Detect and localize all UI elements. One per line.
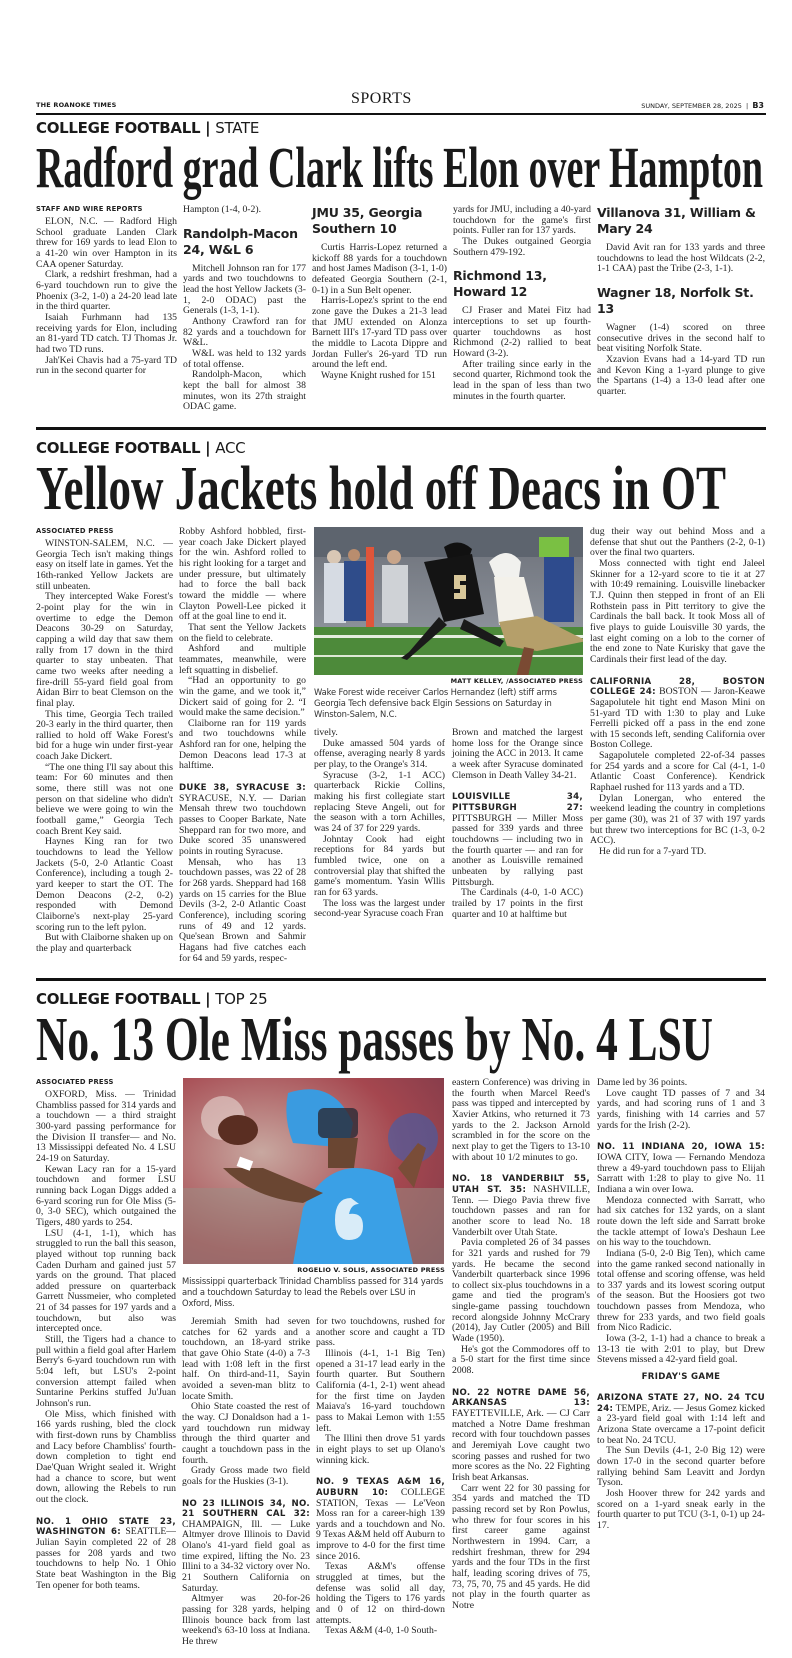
article-column (312, 205, 447, 382)
headline-text: No. 13 Ole Miss passes by No. 4 LSU (36, 1006, 713, 1074)
paragraph: Moss connected with tight end Jaleel Skinner for a 12-yard score to tie it at 27 with 10:49 remaining. Louisville linebacker T.J. Quinn then stepped in front of an Eli Rothstein pass in Pitt territory to give the Cardinals the ball back. It took Moss all of five plays to guide Louisville 30 yards, the last eight coming on a lob to the corner of the end zone to Nate Kurisky that gave the Cardinals their first lead of the day. (590, 557, 765, 665)
paragraph-continued: dug their way out behind Moss and a defense that shut out the Panthers (2-2, 0-1) over the final two quarters. (590, 526, 765, 559)
kicker-category: TOP 25 (215, 990, 268, 1008)
subheading: Wagner 18, Norfolk St. 13 (597, 284, 754, 316)
game-summary-paragraph (452, 792, 583, 888)
game-summary-paragraph (452, 1388, 590, 1484)
game-result-heading: NO. 1 OHIO STATE 23, WASHINGTON 6: (36, 1516, 176, 1538)
paragraph-text: PITTSBURGH — Miller Moss passed for 339 yards and three touchdowns — including two in the fourth quarter — and ran for another as Louisville remained unbeaten by rallying past Pittsburgh. (452, 812, 583, 888)
article-column (590, 527, 765, 858)
paragraph: Wagner (1-4) scored on three consecutive drives in the second half to beat visiting Norfolk State. (597, 321, 765, 355)
headline (36, 137, 763, 199)
byline: STAFF AND WIRE REPORTS (36, 205, 143, 213)
article-column (597, 205, 765, 398)
paragraph: Haynes King ran for two touchdowns to lead the Yellow Jackets (5-0, 2-0 Atlantic Coast Conference), including a tough 2-yard keeper to start the OT. The Demon Deacons (2-2, 0-2) responded with Demond Claiborne's next-play 25-yard scoring run to the left pylon. (36, 836, 173, 933)
article-body (0, 1078, 792, 1652)
paragraph: Josh Hoover threw for 242 yards and scored on a 1-yard sneak early in the fourth quarter to put TCU (3-1, 0-1) up 24-17. (597, 1487, 765, 1531)
section-name: SPORTS (351, 90, 412, 107)
paragraph: ELON, N.C. — Radford High School graduate Landen Clark threw for 169 yards to lead Elon to a 41-20 win over Hampton in its CAA opener Saturday. (36, 216, 177, 270)
paragraph-continued: eastern Conference) was driving in the fourth when Marcel Reed's pass was tipped and intercepted by Xavier Atkins, who returned it 73 yards to the 2. Jackson Arnold scrambled in for the score on the next play to get the Tigers to 13-10 with about 10 1/2 minutes to go. (452, 1077, 590, 1163)
subheading: Villanova 31, William & Mary 24 (597, 205, 756, 236)
game-summary-paragraph (316, 1477, 445, 1562)
paragraph: Duke amassed 504 yards of offense, averaging nearly 8 yards per play, to the Orange's 314. (314, 737, 445, 770)
paragraph: Syracuse (3-2, 1-1 ACC) quarterback Rickie Collins, making his first collegiate start replacing Steve Angeli, out for the season with a torn Achilles, was 24 of 37 for 229 yards. (314, 769, 445, 834)
kicker: COLLEGE FOOTBALL | TOP 25 (36, 990, 268, 1008)
paragraph-text: IOWA CITY, Iowa — Fernando Mendoza threw a 49-yard touchdown pass to Elijah Sarratt with 1:28 to play to give No. 11 Indiana a win over Iowa. (597, 1151, 765, 1195)
paragraph: Jeremiah Smith had seven catches for 62 yards and a touchdown, an 18-yard strike that gave Ohio State (4-0) a 7-3 lead with 1:08 left in the first half. On third-and-11, Sayin avoided a seven-man blitz to locate Smith. (182, 1316, 310, 1402)
paragraph: “Had an opportunity to go win the game, and we took it,” Dickert said of going for 2. “I would make the same decision.” (179, 675, 306, 719)
paragraph: Mendoza connected with Sarratt, who had six catches for 132 yards, on a slant route down the left side and Sarratt broke the tackle attempt of Iowa's Deshaun Lee on his way to the touchdown. (597, 1194, 765, 1249)
paragraph: They intercepted Wake Forest's 2-point play for the win in overtime to edge the Demon Deacons 30-29 on Saturday, capping a wild day that saw them rally from 17 down in the third quarter to stay unbeaten. That came two weeks after needing a fire-drill 55-yard field goal from Aidan Birr to beat Clemson on the final play. (36, 591, 173, 709)
game-result-heading: CALIFORNIA 28, BOSTON COLLEGE 24: (590, 676, 765, 698)
game-result-heading: NO. 9 TEXAS A&M 16, AUBURN 10: (316, 1477, 445, 1498)
game-summary-paragraph (452, 1174, 590, 1238)
article-column (597, 1078, 765, 1532)
game-result-heading: NO 23 ILLINOIS 34, NO. 21 SOUTHERN CAL 32: (182, 1498, 310, 1520)
game-summary-paragraph (36, 1517, 176, 1592)
paragraph-text: BOSTON — Jaron-Keawe Sagapolutele hit tight end Mason Mini on 51-yard TD with 1:30 to play and Luke Ferrelli picked off a pass in the end zone with 15 seconds left, sending California over Boston College. (590, 686, 765, 751)
article-column (453, 205, 591, 402)
paragraph: Indiana (5-0, 2-0 Big Ten), which came into the game ranked second nationally in total offense and scoring offense, was held to 337 yards and its lowest scoring output of the season. But the Hoosiers got two touchdown passes from Mendoza, who threw for 233 yards, and two field goals from Nico Radicic. (597, 1247, 765, 1334)
paragraph: Illinois (4-1, 1-1 Big Ten) opened a 31-17 lead early in the fourth quarter. But Southern California (4-1, 2-1) went ahead for the first time on Jayden Maiava's 16-yard touchdown pass to Makai Lemon with 1:55 left. (316, 1347, 445, 1434)
paragraph: Pavia completed 26 of 34 passes for 321 yards and rushed for 79 yards. He became the second Vanderbilt quarterback since 1996 to collect six-plus touchdowns in a game and tied the program's single-game passing touchdown record alongside Johnny McCrary (2014), Jay Cutler (2005) and Bill Wade (1950). (452, 1237, 590, 1345)
photo-caption: Mississippi quarterback Trinidad Chambliss passed for 314 yards and a touchdown Saturday to lead the Rebels over LSU in Oxford, Miss. (182, 1276, 444, 1308)
article-column (314, 728, 445, 920)
photo-wake-forest-receiver (314, 527, 583, 675)
paragraph: Ashford and multiple teammates, meanwhile, were left squatting in disbelief. (179, 643, 306, 676)
article-column (316, 1317, 445, 1637)
kicker-label: COLLEGE FOOTBALL (36, 990, 201, 1008)
paragraph: Love caught TD passes of 7 and 34 yards, and had scoring runs of 1 and 3 yards, finishing with 14 carries and 57 yards for the Irish (2-2). (597, 1087, 765, 1131)
game-result-heading: LOUISVILLE 34, PITTSBURGH 27: (452, 792, 583, 813)
paragraph: Iowa (3-2, 1-1) had a chance to break a 13-13 tie with 2:01 to play, but Drew Stevens missed a 42-yard field goal. (597, 1333, 765, 1366)
paragraph-continued: Brown and matched the largest home loss for the Orange since joining the ACC in 2013. It came a week after Syracuse dominated Clemson in Death Valley 34-21. (452, 727, 583, 781)
article-yellow-jackets (0, 436, 792, 974)
paragraph: Carr went 22 for 30 passing for 354 yards and matched the TD passing record set by Ron Powlus, who threw for four scores in his first career game against Northwestern in 1994. Carr, a redshirt freshman, threw for 294 yards and the four TDs in the first half, leading scoring drives of 75, 73, 75, 70, 75 and 45 yards. He did not play in the fourth quarter as Notre (452, 1482, 590, 1611)
paragraph: Mensah, who has 13 touchdown passes, was 22 of 28 for 268 yards. Sheppard had 168 yards on 15 carries for the Blue Devils (3-2, 2-0 Atlantic Coast Conference), including scoring runs of 49 and 12 yards. Que'sean Brown and Sahmir Hagans had five catches each for 64 and 59 yards, respec- (179, 856, 306, 964)
kicker-label: COLLEGE FOOTBALL (36, 119, 201, 137)
paragraph-text: SEATTLE— Julian Sayin completed 22 of 28 passes for 208 yards and two touchdowns to help No. 1 Ohio State beat Washington in the Big Ten opener for both teams. (36, 1526, 176, 1591)
article-column (452, 728, 583, 920)
paragraph: Still, the Tigers had a chance to pull within a field goal after Harlem Berry's 6-yard touchdown run with 5:04 left, but LSU's 2-point conversion attempt failed when Suntarine Perkins stuffed Ju'Juan Johnson's run. (36, 1334, 176, 1410)
dateline: SUNDAY, SEPTEMBER 28, 2025 | B3 (641, 101, 764, 110)
newspaper-name: THE ROANOKE TIMES (36, 101, 117, 109)
paragraph: Altmyer was 20-for-26 passing for 328 yards, helping Illinois bounce back from last weekend's 63-10 loss at Indiana. He threw (182, 1593, 310, 1648)
game-summary-paragraph (597, 1393, 765, 1446)
kicker-label: COLLEGE FOOTBALL (36, 439, 201, 457)
paragraph-continued: yards for JMU, including a 40-yard touchdown for the game's first points. Fuller ran for 137 yards. (453, 204, 591, 237)
article-body (0, 527, 792, 968)
game-result-heading: DUKE 38, SYRACUSE 3: (179, 783, 306, 794)
headline (36, 457, 726, 521)
paragraph: Sagapolutele completed 22-of-34 passes for 254 yards and a score for Cal (4-1, 1-0 Atlantic Coast Conference). Kendrick Raphael rushed for 113 yards and a TD. (590, 750, 765, 794)
article-ole-miss-lsu (0, 987, 792, 1658)
game-summary-paragraph (182, 1499, 310, 1595)
paragraph: Ole Miss, which finished with 166 yards rushing, bled the clock with first-down runs by Chambliss and Lacy before Chambliss' fourth-down completion to tight end Dae'Quan Wright sealed it. Wright had a chance to score, but went down, allowing the Rebels to run out the clock. (36, 1408, 176, 1505)
paragraph: Harris-Lopez's sprint to the end zone gave the Dukes a 21-3 lead that JMU extended on Alonza Barnett III's 17-yard TD pass over the middle to Lacota Dippre and Jordan Fuller's 26-yard TD run around the left end. (312, 295, 447, 371)
kicker: COLLEGE FOOTBALL | ACC (36, 439, 246, 457)
subheading: JMU 35, Georgia Southern 10 (312, 205, 423, 236)
article-column (179, 527, 306, 964)
paragraph-continued: Hampton (1-4, 0-2). (183, 204, 262, 215)
game-result-heading: NO. 18 VANDERBILT 55, UTAH ST. 35: (452, 1174, 590, 1195)
photo-caption: Wake Forest wide receiver Carlos Hernandez (left) stiff arms Georgia Tech defensive back Elgin Sessions on Saturday in Winston-Salem, N.C. (314, 687, 557, 719)
game-summary-paragraph (179, 783, 306, 858)
game-summary-paragraph (597, 1142, 765, 1195)
paragraph: Mitchell Johnson ran for 177 yards and two touchdowns to lead the host Yellow Jackets (3-1, 2-0 ODAC) past the Generals (1-3, 1-1). (183, 262, 306, 317)
divider (36, 113, 766, 115)
date: SUNDAY, SEPTEMBER 28, 2025 (641, 102, 742, 110)
kicker: COLLEGE FOOTBALL | STATE (36, 119, 260, 137)
headline-text: Radford grad Clark lifts Elon over Hampton (36, 135, 763, 200)
paragraph: The loss was the largest under second-year Syracuse coach Fran (314, 897, 445, 920)
article-column (183, 205, 306, 413)
paragraph: Texas A&M's offense struggled at times, but the defense was solid all day, holding the Tigers to 176 yards and 0 of 12 on third-down attempts. (316, 1561, 445, 1626)
paragraph-continued: Robby Ashford hobbled, first-year coach Jake Dickert played for the win. Ashford rolled to his right looking for a target and under pressure, but ultimately had to force the ball back toward the middle — where Clayton Powell-Lee picked it off at the goal line to end it. (179, 526, 306, 623)
paragraph-text: NASHVILLE, Tenn. — Diego Pavia threw five touchdown passes and ran for another score to lead No. 18 Vanderbilt over Utah State. (452, 1183, 590, 1238)
headline (36, 1008, 713, 1072)
paragraph-text: COLLEGE STATION, Texas — Le'Veon Moss ran for a career-high 139 yards and a touchdown and No. 9 Texas A&M held off Auburn to improve to 4-0 for the first time since 2016. (316, 1486, 446, 1562)
article-column (36, 1078, 176, 1591)
paragraph: LSU (4-1, 1-1), which has struggled to run the ball this season, played without top running back Caden Durham and gained just 57 yards on the ground. That placed added pressure on quarterback Garrett Nussmeier, who completed 21 of 34 passes for 197 yards and a touchdown, but also was intercepted once. (36, 1227, 176, 1335)
subheading: Richmond 13, Howard 12 (453, 268, 547, 300)
paragraph-text: CHAMPAIGN, Ill. — Luke Altmyer drove Illinois to David Olano's 41-yard field goal as time expired, lifting the No. 23 Illini to a 34-32 victory over No. 21 Southern California on Saturday. (182, 1518, 310, 1594)
paragraph: The Cardinals (4-0, 1-0 ACC) trailed by 17 points in the first quarter and 10 at halftime but (452, 887, 583, 920)
article-body (0, 205, 792, 417)
paragraph: Ohio State coasted the rest of the way. CJ Donaldson had a 1-yard touchdown run midway through the third quarter and caught a touchdown pass in the fourth. (182, 1401, 310, 1466)
headline-text: Yellow Jackets hold off Deacs in OT (36, 455, 726, 523)
game-summary-paragraph (590, 677, 765, 752)
paragraph: Jah'Kei Chavis had a 75-yard TD run in the second quarter for (36, 354, 177, 377)
photo-credit: MATT KELLEY, /ASSOCIATED PRESS (450, 677, 583, 685)
paragraph: The Sun Devils (4-1, 2-0 Big 12) were down 17-0 in the second quarter before rallying behind Sam Leavitt and Jordyn Tyson. (597, 1445, 765, 1489)
paragraph: Curtis Harris-Lopez returned a kickoff 88 yards for a touchdown and host James Madison (3-1, 1-0) defeated Georgia Southern (2-1, 0-1) in a Sun Belt opener. (312, 242, 447, 296)
paragraph: The Dukes outgained Georgia Southern 479-192. (453, 235, 591, 258)
paragraph: This time, Georgia Tech trailed 20-3 early in the third quarter, then rallied to hold off Wake Forest's bid for a huge win under first-year coach Jake Dickert. (36, 708, 173, 763)
section-label: FRIDAY'S GAME (641, 1372, 721, 1383)
paragraph: David Avit ran for 133 yards and three touchdowns to lead the host Wildcats (2-2, 1-1 CAA) past the Tribe (2-3, 1-1). (597, 242, 765, 275)
paragraph-text: TEMPE, Ariz. — Jesus Gomez kicked a 23-yard field goal with 1:14 left and Arizona State overcame a 17-point deficit to beat No. 24 TCU. (597, 1402, 766, 1446)
game-result-heading: NO. 11 INDIANA 20, IOWA 15: (597, 1142, 765, 1153)
masthead (0, 0, 792, 116)
paragraph: But with Claiborne shaken up on the play and quarterback (36, 932, 173, 954)
article-column (36, 527, 173, 955)
paragraph-continued: for two touchdowns, rushed for another score and caught a TD pass. (316, 1316, 445, 1349)
article-column (182, 1317, 310, 1648)
paragraph: Kewan Lacy ran for a 15-yard touchdown and former LSU running back Logan Diggs added a 6-yard scoring run for Ole Miss (5-0, 3-0 SEC), which outgained the Tigers, 480 yards to 254. (36, 1163, 176, 1228)
game-result-heading: ARIZONA STATE 27, NO. 24 TCU 24: (597, 1393, 765, 1414)
paragraph: Randolph-Macon, which kept the ball for almost 38 minutes, won its 27th straight ODAC game. (183, 369, 306, 413)
paragraph: Anthony Crawford ran for 82 yards and a touchdown for W&L. (183, 315, 306, 349)
game-result-heading: NO. 22 NOTRE DAME 56, ARKANSAS 13: (452, 1387, 590, 1409)
byline: ASSOCIATED PRESS (36, 1078, 114, 1086)
paragraph: Wayne Knight rushed for 151 (321, 369, 436, 381)
paragraph: Dylan Lonergan, who entered the weekend leading the country in completions per game (30), was 21 of 37 with 197 yards but threw two interceptions for BC (1-3, 0-2 ACC). (590, 792, 765, 847)
article-radford-clark (0, 116, 792, 423)
paragraph: After trailing since early in the second quarter, Richmond took the lead in the span of less than two minutes in the fourth quarter. (453, 358, 591, 402)
paragraph: OXFORD, Miss. — Trinidad Chambliss passed for 314 yards and a touchdown — a third straight 300-yard passing performance for the Division II transfer— and No. 13 Mississippi defeated No. 4 LSU 24-19 on Saturday. (36, 1089, 176, 1164)
paragraph: Clark, a redshirt freshman, had a 6-yard touchdown run to give the Phoenix (3-2, 1-0) a 24-20 lead late in the third quarter. (36, 269, 177, 313)
paragraph: Isaiah Furhmann had 135 receiving yards for Elon, including an 81-yard TD catch. TJ Thomas Jr. had two TD runs. (36, 311, 177, 355)
article-column (36, 205, 177, 377)
paragraph: Xzavion Evans had a 14-yard TD run and Kevon King a 1-yard plunge to give the Spartans (1-4) a 13-0 lead after one quarter. (597, 353, 765, 397)
page-number: B3 (752, 101, 764, 110)
paragraph: Grady Gross made two field goals for the Huskies (3-1). (182, 1465, 310, 1487)
paragraph: That sent the Yellow Jackets on the field to celebrate. (179, 621, 306, 644)
paragraph: Johntay Cook had eight receptions for 84 yards but fumbled twice, one on a controversial play that shifted the game's momentum. Yasin Wllis ran for 63 yards. (314, 833, 445, 898)
paragraph: “The one thing I'll say about this team: For 60 minutes and then some, there still was not one person on that sideline who didn't believe we were going to win the football game,” Georgia Tech coach Brent Key said. (36, 761, 173, 837)
paragraph-continued: tively. (314, 727, 338, 738)
photo-credit: ROGELIO V. SOLIS, ASSOCIATED PRESS (297, 1266, 445, 1274)
paragraph: The Illini then drove 51 yards in eight plays to set up Olano's winning kick. (316, 1433, 445, 1466)
kicker-category: ACC (215, 439, 246, 457)
photo-ole-miss-quarterback (182, 1078, 445, 1264)
paragraph: Claiborne ran for 119 yards and two touchdowns while Ashford ran for one, helping the Demon Deacons lead 17-3 at halftime. (179, 717, 306, 772)
paragraph-text: FAYETTEVILLE, Ark. — CJ Carr matched a Notre Dame freshman record with four touchdown passes and Jeremiyah Love caught two scoring passes and rushed for two more scores as the No. 22 Fighting Irish beat Arkansas. (452, 1408, 590, 1483)
paragraph: CJ Fraser and Matei Fitz had interceptions to set up fourth-quarter touchdowns as host Richmond (2-2) rallied to beat Howard (3-2). (453, 305, 591, 359)
section-divider (36, 978, 766, 981)
paragraph: He's got the Commodores off to a 5-0 start for the first time since 2008. (452, 1343, 590, 1377)
paragraph-continued: Dame led by 36 points. (597, 1077, 688, 1088)
article-column (452, 1078, 590, 1612)
paragraph: W&L was held to 132 yards of total offense. (183, 347, 306, 370)
kicker-category: STATE (215, 119, 260, 137)
subheading: Randolph-Macon 24, W&L 6 (183, 225, 298, 257)
paragraph: Texas A&M (4-0, 1-0 South- (325, 1625, 438, 1637)
paragraph-text: SYRACUSE, N.Y. — Darian Mensah threw two touchdown passes to Cooper Barkate, Nate Sheppard ran for two more, and Duke scored 35 unanswered points in routing Syracuse. (179, 792, 306, 858)
section-divider (36, 427, 766, 430)
paragraph: He did run for a 7-yard TD. (599, 846, 707, 858)
byline: ASSOCIATED PRESS (36, 527, 114, 535)
paragraph: WINSTON-SALEM, N.C. — Georgia Tech isn't making things easy on itself late in games. Yet the 16th-ranked Yellow Jackets are still unbeaten. (36, 538, 173, 592)
